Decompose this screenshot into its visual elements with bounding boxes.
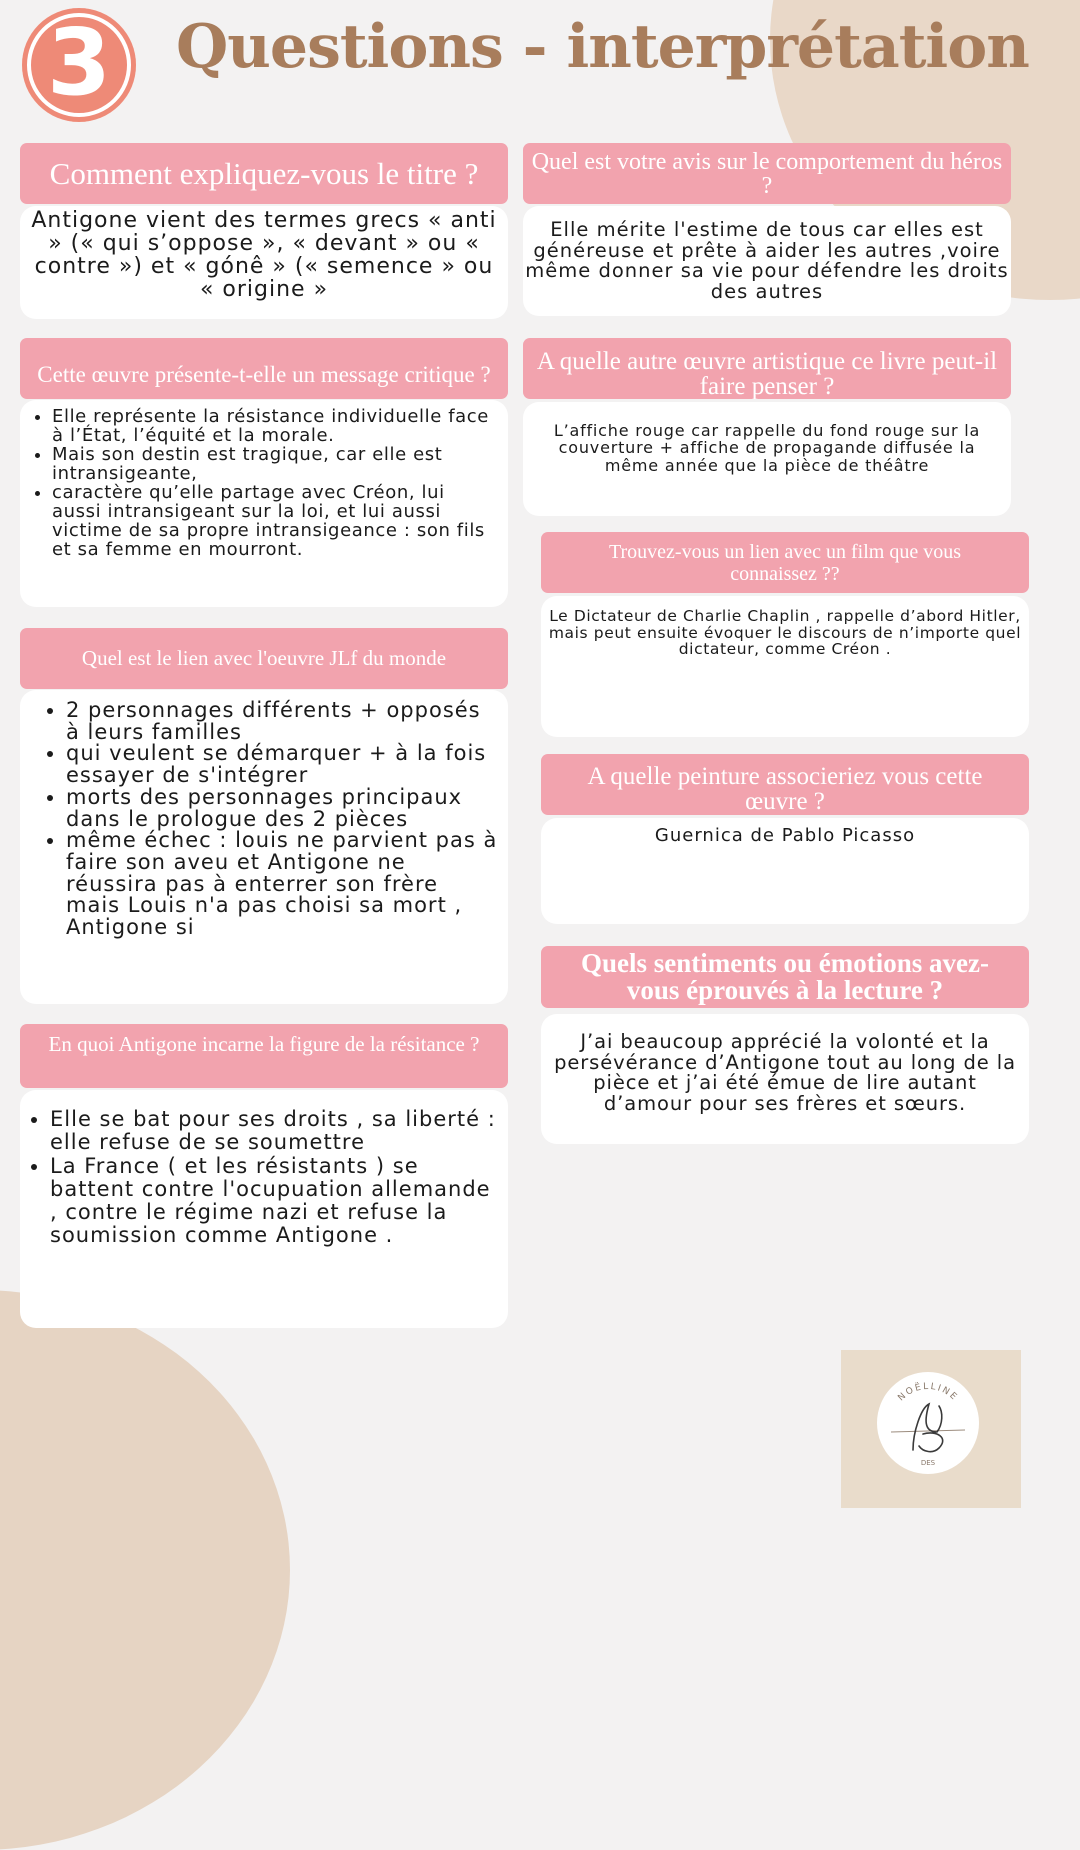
logo-circle bbox=[877, 1372, 979, 1474]
question-header-critical-message: Cette œuvre présente-t-elle un message critique ? bbox=[20, 338, 508, 399]
bullet-list bbox=[20, 1108, 498, 1248]
list-item: • même échec : louis ne parvient pas à faire son aveu et Antigone ne réussira pas à enterrer son frère mais Louis n'a pas choisi sa mort , Antigone si bbox=[66, 830, 498, 939]
signature-logo-graphic bbox=[877, 1372, 979, 1474]
answer-card-jlf-link bbox=[20, 690, 508, 1004]
answer-text: Antigone vient des termes grecs « anti » (« qui s’oppose », « devant » ou « contre ») et « gónê » (« semence » ou « origine » bbox=[31, 208, 497, 302]
question-header-other-artwork: A quelle autre œuvre artistique ce livre peut-il faire penser ? bbox=[523, 338, 1011, 399]
list-item: • Elle représente la résistance individuelle face à l’État, l’équité et la morale. bbox=[52, 407, 496, 445]
section-number: 3 bbox=[46, 9, 111, 116]
logo-bottom-text: DES bbox=[920, 1459, 936, 1467]
question-header-emotions: Quels sentiments ou émotions avez-vous éprouvés à la lecture ? bbox=[541, 946, 1029, 1008]
answer-card-hero-opinion bbox=[523, 206, 1011, 316]
answer-card-critical-message bbox=[20, 400, 508, 607]
answer-card-film-link bbox=[541, 596, 1029, 737]
bullet-list bbox=[36, 700, 498, 939]
logo-top-text: NOËLLINE bbox=[896, 1381, 960, 1404]
question-header-jlf-link: Quel est le lien avec l'oeuvre JLf du monde bbox=[20, 628, 508, 689]
answer-card-other-artwork bbox=[523, 402, 1011, 516]
answer-text: L’affiche rouge car rappelle du fond rouge sur la couverture + affiche de propagande diffusée la même année que la pièce de théâtre bbox=[553, 421, 981, 475]
list-item: • Mais son destin est tragique, car elle est intransigeante, bbox=[52, 445, 496, 483]
list-item: • La France ( et les résistants ) se battent contre l'ocupuation allemande , contre le régime nazi et refuse la soumission comme Antigone . bbox=[50, 1155, 498, 1248]
answer-card-painting bbox=[541, 818, 1029, 924]
answer-text: Le Dictateur de Charlie Chaplin , rappelle d’abord Hitler, mais peut ensuite évoquer le discours de n’importe quel dictateur, comme Créon . bbox=[548, 607, 1022, 658]
question-header-title-meaning: Comment expliquez-vous le titre ? bbox=[20, 143, 508, 204]
page-title: Questions - interprétation bbox=[176, 12, 1029, 82]
bullet-list bbox=[22, 407, 496, 559]
list-item: • qui veulent se démarquer + à la fois essayer de s'intégrer bbox=[66, 743, 498, 786]
question-header-painting: A quelle peinture associeriez vous cette œuvre ? bbox=[541, 754, 1029, 815]
list-item: • morts des personnages principaux dans le prologue des 2 pièces bbox=[66, 787, 498, 830]
svg-text:NOËLLINE bbox=[896, 1381, 959, 1403]
decorative-beige-circle-bottom-left bbox=[0, 1290, 290, 1850]
list-item: • Elle se bat pour ses droits , sa liberté : elle refuse de se soumettre bbox=[50, 1108, 498, 1155]
question-header-hero-opinion: Quel est votre avis sur le comportement du héros ? bbox=[523, 143, 1011, 204]
answer-card-emotions bbox=[541, 1014, 1029, 1144]
list-item: • 2 personnages différents + opposés à leurs familles bbox=[66, 700, 498, 743]
author-logo bbox=[841, 1350, 1021, 1508]
answer-text: Guernica de Pablo Picasso bbox=[654, 825, 916, 846]
answer-text: Elle mérite l'estime de tous car elles est généreuse et prête à aider les autres ,voire même donner sa vie pour défendre les droits des autres bbox=[525, 218, 1009, 304]
question-header-resistance-figure: En quoi Antigone incarne la figure de la résitance ? bbox=[20, 1024, 508, 1088]
question-header-film-link: Trouvez-vous un lien avec un film que vous connaissez ?? bbox=[541, 532, 1029, 593]
list-item: • caractère qu’elle partage avec Créon, lui aussi intransigeant sur la loi, et lui aussi victime de sa propre intransigeance : son fils et sa femme en mourront. bbox=[52, 483, 496, 559]
answer-card-resistance-figure bbox=[20, 1090, 508, 1328]
answer-card-title-meaning bbox=[20, 206, 508, 319]
answer-text: J’ai beaucoup apprécié la volonté et la persévérance d’Antigone tout au long de la pièce et j’ai été émue de lire autant d’amour pour ses frères et sœurs. bbox=[554, 1030, 1016, 1115]
section-number-badge bbox=[22, 8, 136, 122]
